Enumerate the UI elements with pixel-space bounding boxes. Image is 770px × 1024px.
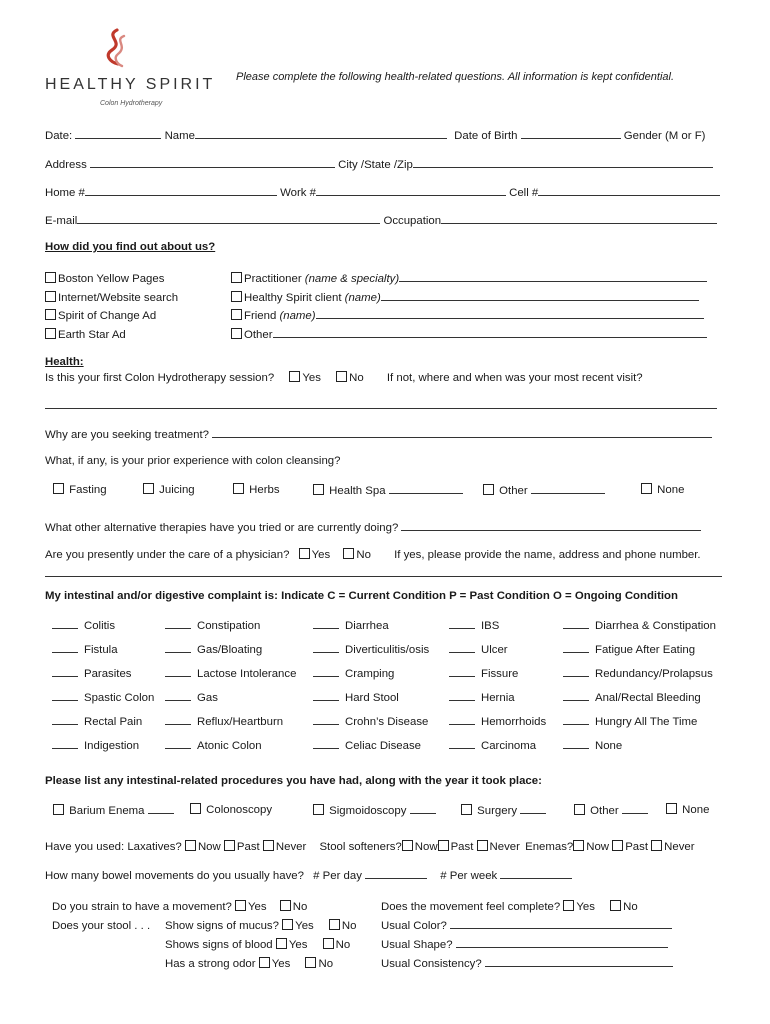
email-label: E-mail bbox=[45, 215, 78, 227]
checkbox[interactable] bbox=[313, 484, 324, 495]
complaint-label: Cramping bbox=[345, 668, 395, 680]
complaint-item bbox=[563, 690, 701, 704]
first-session-row: Is this your first Colon Hydrotherapy session? Yes No If not, where and when was your most recent visit? bbox=[45, 372, 643, 384]
enemas-past-checkbox[interactable] bbox=[612, 840, 623, 851]
complaint-label: Hernia bbox=[481, 692, 515, 704]
complaint-label: Gas/Bloating bbox=[197, 644, 263, 656]
color-row: Usual Color? bbox=[381, 917, 673, 936]
procedure-surgery[interactable]: Surgery bbox=[461, 803, 546, 817]
prior-option-other[interactable]: Other bbox=[483, 483, 605, 497]
condition-code-field[interactable] bbox=[449, 690, 475, 701]
complaint-label: Ulcer bbox=[481, 644, 508, 656]
procedures-heading: Please list any intestinal-related procedures you have had, along with the year it took place: bbox=[45, 775, 542, 787]
complaint-label: IBS bbox=[481, 620, 500, 632]
complaint-item bbox=[313, 738, 421, 752]
condition-code-field[interactable] bbox=[313, 690, 339, 701]
complaint-item bbox=[52, 738, 139, 752]
complaint-label: Celiac Disease bbox=[345, 740, 421, 752]
complaint-label: Redundancy/Prolapsus bbox=[595, 668, 713, 680]
prior-experience-label: What, if any, is your prior experience with colon cleansing? bbox=[45, 455, 341, 467]
condition-code-field[interactable] bbox=[563, 666, 589, 677]
complaint-item bbox=[313, 618, 389, 632]
dob-field[interactable] bbox=[521, 128, 621, 139]
complaint-item bbox=[449, 666, 518, 680]
complete-row: Does the movement feel complete? Yes No bbox=[381, 901, 638, 913]
cell-phone-field[interactable] bbox=[538, 185, 720, 196]
checkbox[interactable] bbox=[461, 804, 472, 815]
alt-therapies-field[interactable] bbox=[401, 520, 701, 531]
softeners-never-checkbox[interactable] bbox=[477, 840, 488, 851]
odor-no-checkbox[interactable] bbox=[305, 957, 316, 968]
complete-yes-checkbox[interactable] bbox=[563, 900, 574, 911]
condition-code-field[interactable] bbox=[313, 714, 339, 725]
referral-left-list bbox=[45, 270, 178, 344]
alt-therapies-row: What other alternative therapies have you tried or are currently doing? bbox=[45, 520, 701, 534]
complaint-item bbox=[313, 714, 428, 728]
row-phones bbox=[45, 185, 720, 199]
odor-yes-checkbox[interactable] bbox=[259, 957, 270, 968]
laxatives-never-checkbox[interactable] bbox=[263, 840, 274, 851]
physician-row: Are you presently under the care of a physician? Yes No If yes, please provide the name, address and phone number. bbox=[45, 549, 701, 561]
odor-row: Has a strong odor Yes No bbox=[165, 958, 334, 970]
city-field[interactable] bbox=[413, 157, 713, 168]
complaint-label: Fatigue After Eating bbox=[595, 644, 696, 656]
condition-code-field[interactable] bbox=[165, 618, 191, 629]
referral-option[interactable]: Earth Star Ad bbox=[45, 326, 178, 345]
name-label: Name bbox=[164, 130, 195, 142]
checkbox[interactable] bbox=[45, 309, 56, 320]
condition-code-field[interactable] bbox=[52, 738, 78, 749]
per-week-field[interactable] bbox=[500, 868, 572, 879]
complaint-item bbox=[52, 690, 154, 704]
home-label: Home # bbox=[45, 187, 85, 199]
blood-row: Shows signs of blood Yes No bbox=[165, 939, 351, 951]
strain-row: Do you strain to have a movement? Yes No bbox=[52, 901, 308, 913]
row-address bbox=[45, 157, 713, 171]
checkbox[interactable] bbox=[231, 309, 242, 320]
complaint-label: Hard Stool bbox=[345, 692, 399, 704]
blood-yes-checkbox[interactable] bbox=[276, 938, 287, 949]
complaint-item bbox=[165, 666, 296, 680]
bowel-movements-row: How many bowel movements do you usually have? # Per day # Per week bbox=[45, 868, 572, 882]
stool-left-col bbox=[52, 898, 356, 974]
condition-code-field[interactable] bbox=[165, 642, 191, 653]
brand-subtitle: Colon Hydrotherapy bbox=[100, 100, 163, 107]
prior-option-juicing[interactable]: Juicing bbox=[143, 483, 195, 496]
complaint-label: Parasites bbox=[84, 668, 132, 680]
complaint-item bbox=[449, 642, 508, 656]
condition-code-field[interactable] bbox=[165, 690, 191, 701]
complaint-item bbox=[449, 618, 499, 632]
year-field[interactable] bbox=[148, 803, 174, 814]
condition-code-field[interactable] bbox=[165, 738, 191, 749]
strain-yes-checkbox[interactable] bbox=[235, 900, 246, 911]
condition-code-field[interactable] bbox=[449, 666, 475, 677]
complaint-label: Diarrhea & Constipation bbox=[595, 620, 716, 632]
complaint-item bbox=[563, 738, 622, 752]
physician-no-checkbox[interactable] bbox=[343, 548, 354, 559]
complaint-label: Lactose Intolerance bbox=[197, 668, 297, 680]
complaint-item bbox=[313, 666, 394, 680]
row-date-name bbox=[45, 128, 705, 142]
checkbox[interactable] bbox=[231, 272, 242, 283]
condition-code-field[interactable] bbox=[449, 642, 475, 653]
condition-code-field[interactable] bbox=[52, 714, 78, 725]
brand-name: HEALTHY SPIRIT bbox=[45, 76, 216, 93]
condition-code-field[interactable] bbox=[563, 618, 589, 629]
consistency-row: Usual Consistency? bbox=[381, 955, 673, 974]
mucus-row: Does your stool . . . Show signs of mucus? Yes No bbox=[52, 920, 357, 932]
complaint-label: Reflux/Heartburn bbox=[197, 716, 284, 728]
complaint-label: Crohn’s Disease bbox=[345, 716, 429, 728]
complaint-label: Rectal Pain bbox=[84, 716, 143, 728]
stool-right-col bbox=[381, 898, 673, 974]
referral-heading: How did you find out about us? bbox=[45, 241, 216, 253]
first-session-yes-checkbox[interactable] bbox=[289, 371, 300, 382]
complaint-heading: My intestinal and/or digestive complaint is: Indicate C = Current Condition P = Past Condition O = Ongoing Condition bbox=[45, 590, 678, 602]
checkbox[interactable] bbox=[143, 483, 154, 494]
home-phone-field[interactable] bbox=[85, 185, 277, 196]
condition-code-field[interactable] bbox=[449, 738, 475, 749]
confidentiality-notice: Please complete the following health-related questions. All information is kept confidential. bbox=[236, 71, 675, 83]
client-name-field[interactable] bbox=[381, 290, 699, 301]
laxatives-row: Have you used: Laxatives? Now Past Never Stool softeners? Now Past Never Enemas? Now Past Never bbox=[45, 841, 695, 853]
mucus-yes-checkbox[interactable] bbox=[282, 919, 293, 930]
why-row: Why are you seeking treatment? bbox=[45, 427, 712, 441]
complaint-label: Anal/Rectal Bleeding bbox=[595, 692, 701, 704]
condition-code-field[interactable] bbox=[313, 666, 339, 677]
referral-option-friend[interactable]: Friend (name) bbox=[231, 307, 707, 326]
work-label: Work # bbox=[280, 187, 316, 199]
prior-option-none[interactable]: None bbox=[641, 483, 684, 496]
procedure-colonoscopy[interactable]: Colonoscopy bbox=[190, 803, 272, 816]
enemas-never-checkbox[interactable] bbox=[651, 840, 662, 851]
date-label: Date: bbox=[45, 130, 73, 142]
complaint-label: Carcinoma bbox=[481, 740, 537, 752]
complaint-item bbox=[313, 642, 429, 656]
recent-visit-field[interactable] bbox=[45, 398, 717, 409]
cell-label: Cell # bbox=[509, 187, 539, 199]
condition-code-field[interactable] bbox=[313, 618, 339, 629]
checkbox[interactable] bbox=[231, 291, 242, 302]
condition-code-field[interactable] bbox=[563, 690, 589, 701]
address-label: Address bbox=[45, 159, 87, 171]
complaint-item bbox=[449, 714, 546, 728]
complaint-label: Fistula bbox=[84, 644, 118, 656]
checkbox[interactable] bbox=[190, 803, 201, 814]
enemas-now-checkbox[interactable] bbox=[573, 840, 584, 851]
complaint-item bbox=[313, 690, 399, 704]
complaint-item bbox=[52, 714, 142, 728]
name-field[interactable] bbox=[195, 128, 447, 139]
procedure-sigmoidoscopy[interactable]: Sigmoidoscopy bbox=[313, 803, 436, 817]
condition-code-field[interactable] bbox=[449, 618, 475, 629]
condition-code-field[interactable] bbox=[165, 666, 191, 677]
address-field[interactable] bbox=[90, 157, 335, 168]
complaint-item bbox=[449, 690, 515, 704]
complaint-item bbox=[165, 738, 262, 752]
complaint-item bbox=[563, 642, 695, 656]
checkbox[interactable] bbox=[53, 804, 64, 815]
complaint-item bbox=[165, 714, 283, 728]
checkbox[interactable] bbox=[233, 483, 244, 494]
brand-logo bbox=[100, 28, 130, 75]
checkbox[interactable] bbox=[45, 291, 56, 302]
complaint-label: Indigestion bbox=[84, 740, 140, 752]
condition-code-field[interactable] bbox=[563, 714, 589, 725]
color-field[interactable] bbox=[450, 918, 672, 929]
condition-code-field[interactable] bbox=[52, 642, 78, 653]
condition-code-field[interactable] bbox=[563, 642, 589, 653]
shape-row: Usual Shape? bbox=[381, 936, 673, 955]
year-field[interactable] bbox=[520, 803, 546, 814]
checkbox[interactable] bbox=[641, 483, 652, 494]
other-referral-field[interactable] bbox=[273, 327, 707, 338]
procedure-barium-enema[interactable]: Barium Enema bbox=[53, 803, 174, 817]
per-day-field[interactable] bbox=[365, 868, 427, 879]
complaint-item bbox=[563, 618, 716, 632]
procedure-other[interactable]: Other bbox=[574, 803, 648, 817]
referral-option-practitioner[interactable]: Practitioner (name & specialty) bbox=[231, 270, 707, 289]
checkbox[interactable] bbox=[231, 328, 242, 339]
complaint-item bbox=[449, 738, 536, 752]
year-field[interactable] bbox=[410, 803, 436, 814]
condition-code-field[interactable] bbox=[52, 690, 78, 701]
prior-option-fasting[interactable]: Fasting bbox=[53, 483, 107, 496]
physician-details-field[interactable] bbox=[45, 566, 722, 577]
practitioner-field[interactable] bbox=[399, 271, 707, 282]
shape-field[interactable] bbox=[456, 937, 668, 948]
mucus-no-checkbox[interactable] bbox=[329, 919, 340, 930]
complaint-item bbox=[563, 666, 713, 680]
health-heading: Health: bbox=[45, 356, 84, 368]
complete-no-checkbox[interactable] bbox=[610, 900, 621, 911]
checkbox[interactable] bbox=[45, 328, 56, 339]
dob-label: Date of Birth bbox=[454, 130, 518, 142]
row-email bbox=[45, 213, 717, 227]
gender-label: Gender (M or F) bbox=[623, 130, 706, 142]
first-session-no-checkbox[interactable] bbox=[336, 371, 347, 382]
condition-code-field[interactable] bbox=[449, 714, 475, 725]
consistency-field[interactable] bbox=[485, 956, 673, 967]
laxatives-past-checkbox[interactable] bbox=[224, 840, 235, 851]
checkbox[interactable] bbox=[574, 804, 585, 815]
procedure-none[interactable]: None bbox=[666, 803, 709, 816]
complaint-item bbox=[165, 690, 218, 704]
complaint-item bbox=[165, 618, 260, 632]
checkbox[interactable] bbox=[313, 804, 324, 815]
complaint-label: Gas bbox=[197, 692, 218, 704]
referral-right-list bbox=[231, 270, 707, 344]
complaint-label: Constipation bbox=[197, 620, 261, 632]
softeners-now-checkbox[interactable] bbox=[402, 840, 413, 851]
referral-option-other[interactable]: Other bbox=[231, 326, 707, 345]
complaint-label: Spastic Colon bbox=[84, 692, 155, 704]
friend-name-field[interactable] bbox=[316, 308, 704, 319]
condition-code-field[interactable] bbox=[52, 666, 78, 677]
physician-yes-checkbox[interactable] bbox=[299, 548, 310, 559]
checkbox[interactable] bbox=[483, 484, 494, 495]
email-field[interactable] bbox=[77, 213, 380, 224]
health-spa-field[interactable] bbox=[389, 483, 463, 494]
complaint-label: Hungry All The Time bbox=[595, 716, 698, 728]
prior-option-herbs[interactable]: Herbs bbox=[233, 483, 280, 496]
checkbox[interactable] bbox=[53, 483, 64, 494]
prior-other-field[interactable] bbox=[531, 483, 605, 494]
checkbox[interactable] bbox=[45, 272, 56, 283]
strain-no-checkbox[interactable] bbox=[280, 900, 291, 911]
work-phone-field[interactable] bbox=[316, 185, 506, 196]
complaint-item bbox=[52, 666, 131, 680]
laxatives-now-checkbox[interactable] bbox=[185, 840, 196, 851]
occupation-field[interactable] bbox=[441, 213, 717, 224]
referral-option[interactable]: Boston Yellow Pages bbox=[45, 270, 178, 289]
complaint-label: Hemorrhoids bbox=[481, 716, 547, 728]
softeners-past-checkbox[interactable] bbox=[438, 840, 449, 851]
complaint-label: Diarrhea bbox=[345, 620, 389, 632]
condition-code-field[interactable] bbox=[313, 738, 339, 749]
condition-code-field[interactable] bbox=[52, 618, 78, 629]
condition-code-field[interactable] bbox=[563, 738, 589, 749]
prior-option-health-spa[interactable]: Health Spa bbox=[313, 483, 463, 497]
complaint-label: Atonic Colon bbox=[197, 740, 262, 752]
blood-no-checkbox[interactable] bbox=[323, 938, 334, 949]
complaint-label: Colitis bbox=[84, 620, 116, 632]
city-label: City /State /Zip bbox=[338, 159, 413, 171]
condition-code-field[interactable] bbox=[313, 642, 339, 653]
condition-code-field[interactable] bbox=[165, 714, 191, 725]
year-field[interactable] bbox=[622, 803, 648, 814]
date-field[interactable] bbox=[75, 128, 161, 139]
complaint-item bbox=[52, 642, 118, 656]
referral-option[interactable]: Internet/Website search bbox=[45, 289, 178, 308]
referral-option[interactable]: Spirit of Change Ad bbox=[45, 307, 178, 326]
complaint-label: Fissure bbox=[481, 668, 519, 680]
referral-option-client[interactable]: Healthy Spirit client (name) bbox=[231, 289, 707, 308]
complaint-label: None bbox=[595, 740, 623, 752]
occupation-label: Occupation bbox=[383, 215, 442, 227]
checkbox[interactable] bbox=[666, 803, 677, 814]
complaint-item bbox=[563, 714, 697, 728]
complaint-item bbox=[52, 618, 115, 632]
complaint-label: Diverticulitis/osis bbox=[345, 644, 430, 656]
why-field[interactable] bbox=[212, 427, 712, 438]
complaint-item bbox=[165, 642, 262, 656]
